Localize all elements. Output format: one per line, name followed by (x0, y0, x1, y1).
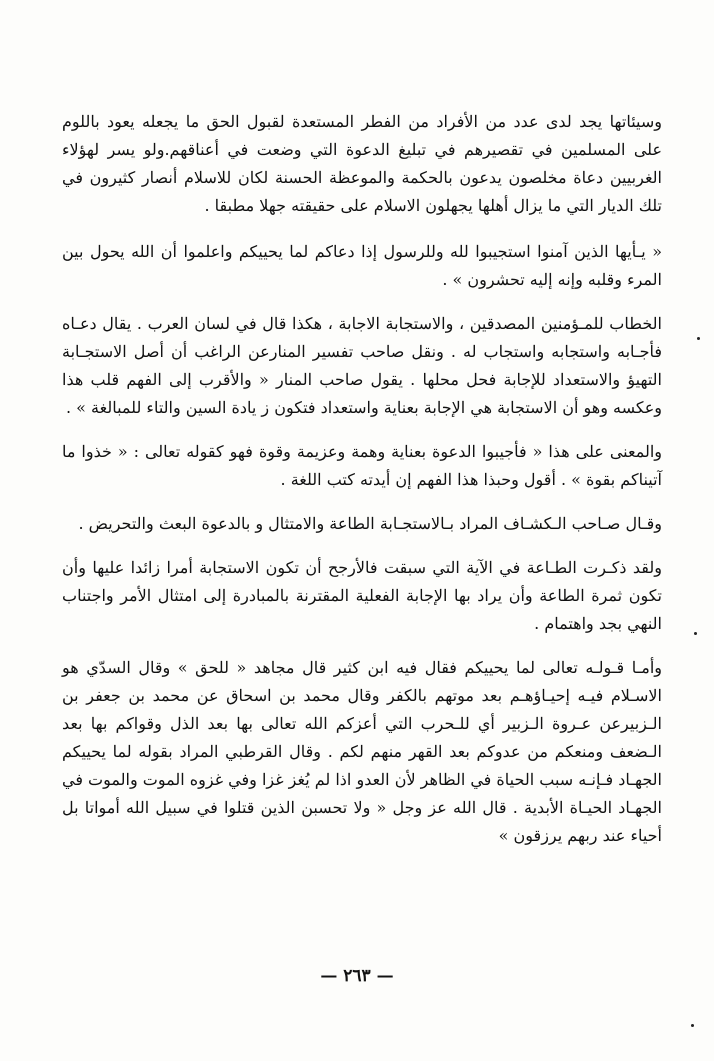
paragraph-5: وقـال صـاحب الـكشـاف المراد بـالاستجـابة الطاعة والامتثال و بالدعوة البعث والتحريض . (78, 514, 662, 533)
paragraph-7: وأمـا قـولـه تعالى لما يحييكم فقال فيه ابن كثير قال مجاهد « للحق » وقال السدّي هو الاسـلام فيـه إحيـاؤهـم بعد موتهم بالكفر وقال محمد بن اسحاق عن محمد بن جعفر بن الـزبيرعن عـروة الـزبير أي للـحرب التي أعزكم الله تعالى بها بعد الذل وقواكم بها بعد الـضعف ومنعكم من عدوكم بعد القهر منهم لكم . وقال القرطبي المراد بقوله لما يحييكم الجهـاد فـإنـه سبب الحياة في الظاهر لأن العدو اذا لم يُغز غزا وفي غزوه الموت والموت في الجهـاد الحيـاة الأبدية . قال الله عز وجل « ولا تحسبن الذين قتلوا في سبيل الله أمواتا بل أحياء عند ربهم يرزقون » (61, 658, 662, 845)
paragraph-3: الخطاب للمـؤمنين المصدقين ، والاستجابة الاجابة ، هكذا قال في لسان العرب . يقال دعـاه فأجـابه واستجابه واستجاب له . ونقل صاحب تفسير المنارعن الراغب أن أصل الاستجـابة التهيؤ والاستعداد للإجابة فحل محلها . يقول صاحب المنار « والأقرب إلى الفهم قلب هذا وعكسه وهو أن الاستجابة هي الإجابة بعناية واستعداد فتكون ز يادة السين والتاء للمبالغة » . (62, 314, 662, 417)
paragraph-quran-verse: « يـأيها الذين آمنوا استجيبوا لله وللرسول إذا دعاكم لما يحييكم واعلموا أن الله يحول بين المرء وقلبه وإنه إليه تحشرون » . (62, 242, 662, 289)
scan-speck (697, 337, 700, 340)
page-number: — ٢٦٣ — (320, 966, 394, 986)
scan-speck (691, 1024, 694, 1027)
scan-speck (694, 632, 697, 635)
paragraph-4: والمعنى على هذا « فأجيبوا الدعوة بعناية وهمة وعزيمة وقوة فهو كقوله تعالى : « خذوا ما آتيناكم بقوة » . أقول وحبذا هذا الفهم إن أيدته كتب اللغة . (62, 442, 662, 489)
paragraph-6: ولقد ذكـرت الطـاعة في الآية التي سبقت فالأرجح أن تكون الاستجابة أمرا زائدا عليها وأن تكون ثمرة الطاعة وأن يراد بها الإجابة الفعلية المقترنة بالمبادرة إلى امتثال الأمر واجتناب النهي بجد واهتمام . (62, 558, 662, 633)
page-body (62, 108, 662, 866)
paragraph-1: وسيئاتها يجد لدى عدد من الأفراد من الفطر المستعدة لقبول الحق ما يجعله يعود باللوم على المسلمين في تقصيرهم في تبليغ الدعوة التي وضعت في أعناقهم.ولو يسر لهؤلاء الغربيين دعاة مخلصون يدعون بالحكمة والموعظة الحسنة لكان للاسلام أنصار كثيرون في تلك الديار التي ما يزال أهلها يجهلون الاسلام على حقيقته جهلا مطبقا . (62, 112, 663, 215)
